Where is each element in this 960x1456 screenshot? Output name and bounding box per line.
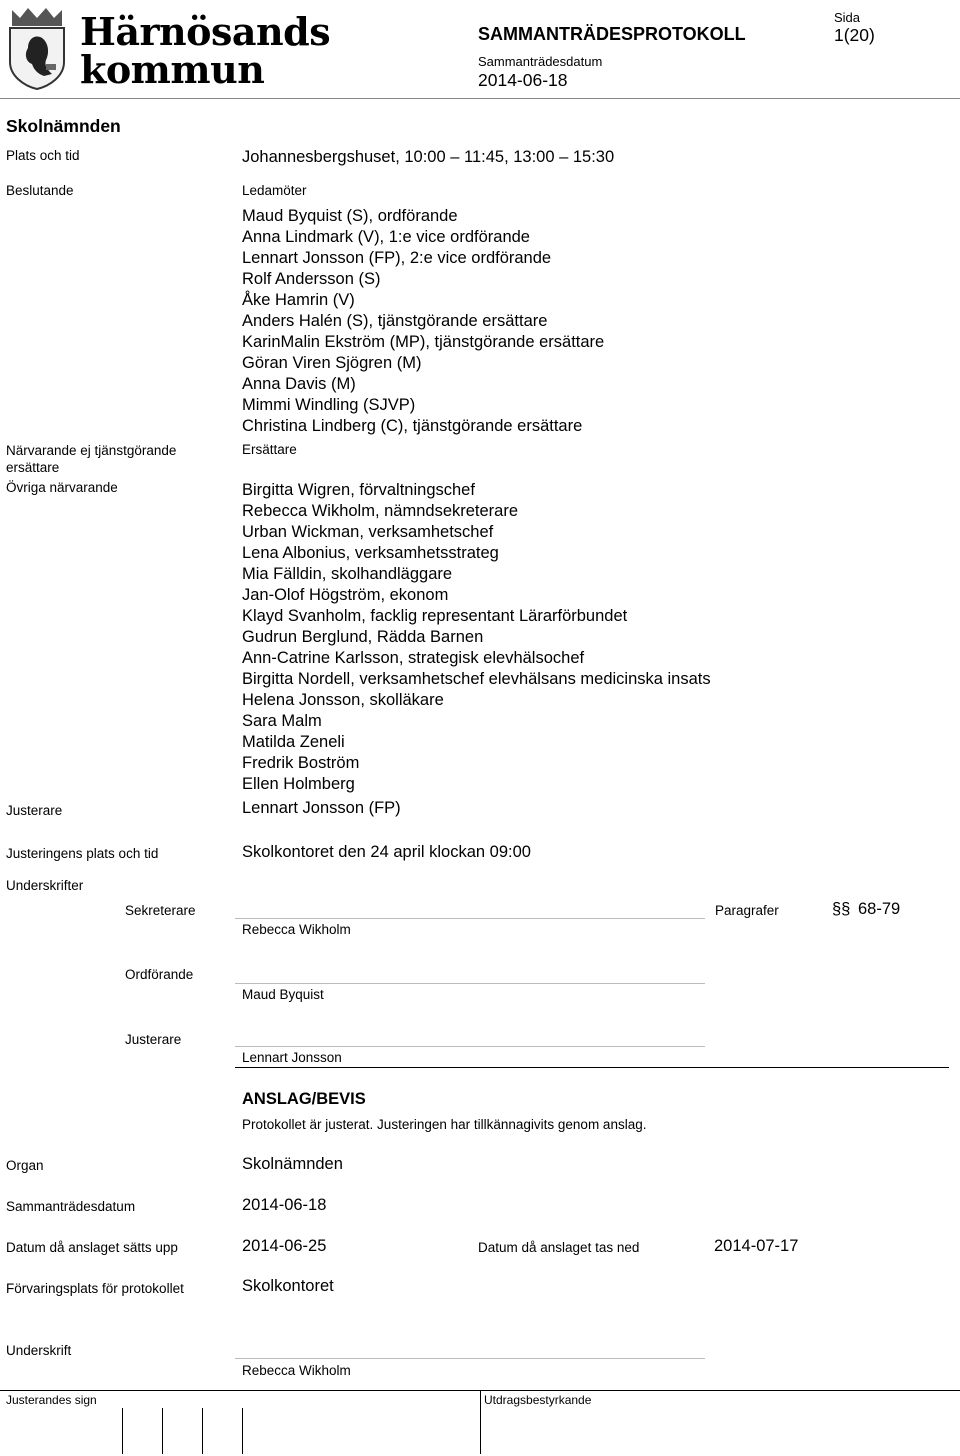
others-list — [242, 480, 711, 795]
sign-adjuster-name: Lennart Jonsson — [242, 1050, 342, 1065]
header-divider — [0, 98, 960, 99]
adjuster-signature-line — [235, 1046, 705, 1047]
signature-label: Underskrift — [6, 1343, 72, 1358]
sign-box-divider — [242, 1408, 243, 1454]
extract-label: Utdragsbestyrkande — [484, 1393, 592, 1407]
list-item: Matilda Zeneli — [242, 733, 345, 751]
sign-box-divider — [162, 1408, 163, 1454]
posted-label: Datum då anslaget sätts upp — [6, 1240, 178, 1255]
list-item: Mimmi Windling (SJVP) — [242, 396, 416, 414]
list-item: Urban Wickman, verksamhetschef — [242, 523, 494, 541]
list-item: Sara Malm — [242, 712, 322, 730]
list-item: Helena Jonsson, skolläkare — [242, 691, 444, 709]
secretary-name: Rebecca Wikholm — [242, 922, 351, 937]
list-item: Åke Hamrin (V) — [242, 291, 355, 309]
signatures-label: Underskrifter — [6, 878, 84, 893]
sign-box-divider — [122, 1408, 123, 1454]
notice-date-label: Sammanträdesdatum — [6, 1199, 136, 1214]
list-item: KarinMalin Ekström (MP), tjänstgörande ersättare — [242, 333, 605, 351]
list-item: Fredrik Boström — [242, 754, 360, 772]
organ-value: Skolnämnden — [242, 1155, 343, 1173]
notice-text: Protokollet är justerat. Justeringen har tillkännagivits genom anslag. — [242, 1117, 647, 1132]
list-item: Lena Albonius, verksamhetsstrateg — [242, 544, 499, 562]
removed-label: Datum då anslaget tas ned — [478, 1240, 640, 1255]
list-item: Rolf Andersson (S) — [242, 270, 381, 288]
document-type: SAMMANTRÄDESPROTOKOLL — [478, 24, 746, 44]
secretary-label: Sekreterare — [125, 903, 196, 918]
storage-value: Skolkontoret — [242, 1277, 334, 1295]
paragraphs-value: 68-79 — [858, 900, 901, 918]
adjust-place-value: Skolkontoret den 24 april klockan 09:00 — [242, 843, 531, 861]
notice-date-value: 2014-06-18 — [242, 1196, 327, 1214]
chair-signature-line — [235, 983, 705, 984]
list-item: Maud Byquist (S), ordförande — [242, 207, 458, 225]
list-item: Lennart Jonsson (FP), 2:e vice ordförande — [242, 249, 552, 267]
coat-of-arms-logo — [6, 4, 68, 90]
posted-value: 2014-06-25 — [242, 1237, 327, 1255]
page-number: 1(20) — [834, 25, 875, 45]
footer-divider — [480, 1390, 481, 1454]
paragraphs-label: Paragrafer — [715, 903, 779, 918]
storage-label: Förvaringsplats för protokollet — [6, 1281, 184, 1296]
list-item: Mia Fälldin, skolhandläggare — [242, 565, 453, 583]
secretary-signature-line — [235, 918, 705, 919]
list-item: Anders Halén (S), tjänstgörande ersättare — [242, 312, 548, 330]
others-label: Övriga närvarande — [6, 480, 118, 495]
list-item: Klayd Svanholm, facklig representant Lärarförbundet — [242, 607, 628, 625]
page-label: Sida — [834, 10, 861, 25]
notice-divider — [235, 1067, 949, 1068]
list-item: Ellen Holmberg — [242, 775, 355, 793]
chair-label: Ordförande — [125, 967, 194, 982]
header-date: 2014-06-18 — [478, 70, 568, 90]
paragraphs-symbol: §§ — [832, 900, 851, 918]
organ-label: Organ — [6, 1158, 44, 1173]
list-item: Göran Viren Sjögren (M) — [242, 354, 422, 372]
adjuster-value: Lennart Jonsson (FP) — [242, 799, 401, 817]
adjusters-sign-label: Justerandes sign — [6, 1393, 97, 1407]
list-item: Birgitta Nordell, verksamhetschef elevhälsans medicinska insats — [242, 670, 711, 688]
substitutes-sublabel: Ersättare — [242, 442, 297, 457]
list-item: Jan-Olof Högström, ekonom — [242, 586, 449, 604]
members-sublabel: Ledamöter — [242, 183, 307, 198]
deciding-label: Beslutande — [6, 183, 74, 198]
adjust-place-label: Justeringens plats och tid — [6, 846, 159, 861]
list-item: Rebecca Wikholm, nämndsekreterare — [242, 502, 519, 520]
notice-title: ANSLAG/BEVIS — [242, 1090, 366, 1108]
list-item: Gudrun Berglund, Rädda Barnen — [242, 628, 484, 646]
sign-adjuster-label: Justerare — [125, 1032, 182, 1047]
chair-name: Maud Byquist — [242, 987, 324, 1002]
place-label: Plats och tid — [6, 148, 80, 163]
list-item: Birgitta Wigren, förvaltningschef — [242, 481, 475, 499]
committee-title: Skolnämnden — [6, 116, 121, 136]
member-list — [242, 206, 604, 437]
logo-line-1: Härnösands — [80, 9, 331, 54]
list-item: Anna Lindmark (V), 1:e vice ordförande — [242, 228, 530, 246]
removed-value: 2014-07-17 — [714, 1237, 799, 1255]
list-item: Ann-Catrine Karlsson, strategisk elevhälsochef — [242, 649, 585, 667]
sign-box-divider — [202, 1408, 203, 1454]
list-item: Christina Lindberg (C), tjänstgörande ersättare — [242, 417, 583, 435]
substitutes-label: Närvarande ej tjänstgörande ersättare — [6, 443, 177, 475]
place-value: Johannesbergshuset, 10:00 – 11:45, 13:00 – 15:30 — [242, 148, 615, 166]
signature-name: Rebecca Wikholm — [242, 1363, 351, 1378]
logo-line-2: kommun — [80, 47, 265, 92]
adjuster-label: Justerare — [6, 803, 63, 818]
header-date-label: Sammanträdesdatum — [478, 54, 603, 69]
list-item: Anna Davis (M) — [242, 375, 356, 393]
notice-signature-line — [235, 1358, 705, 1359]
